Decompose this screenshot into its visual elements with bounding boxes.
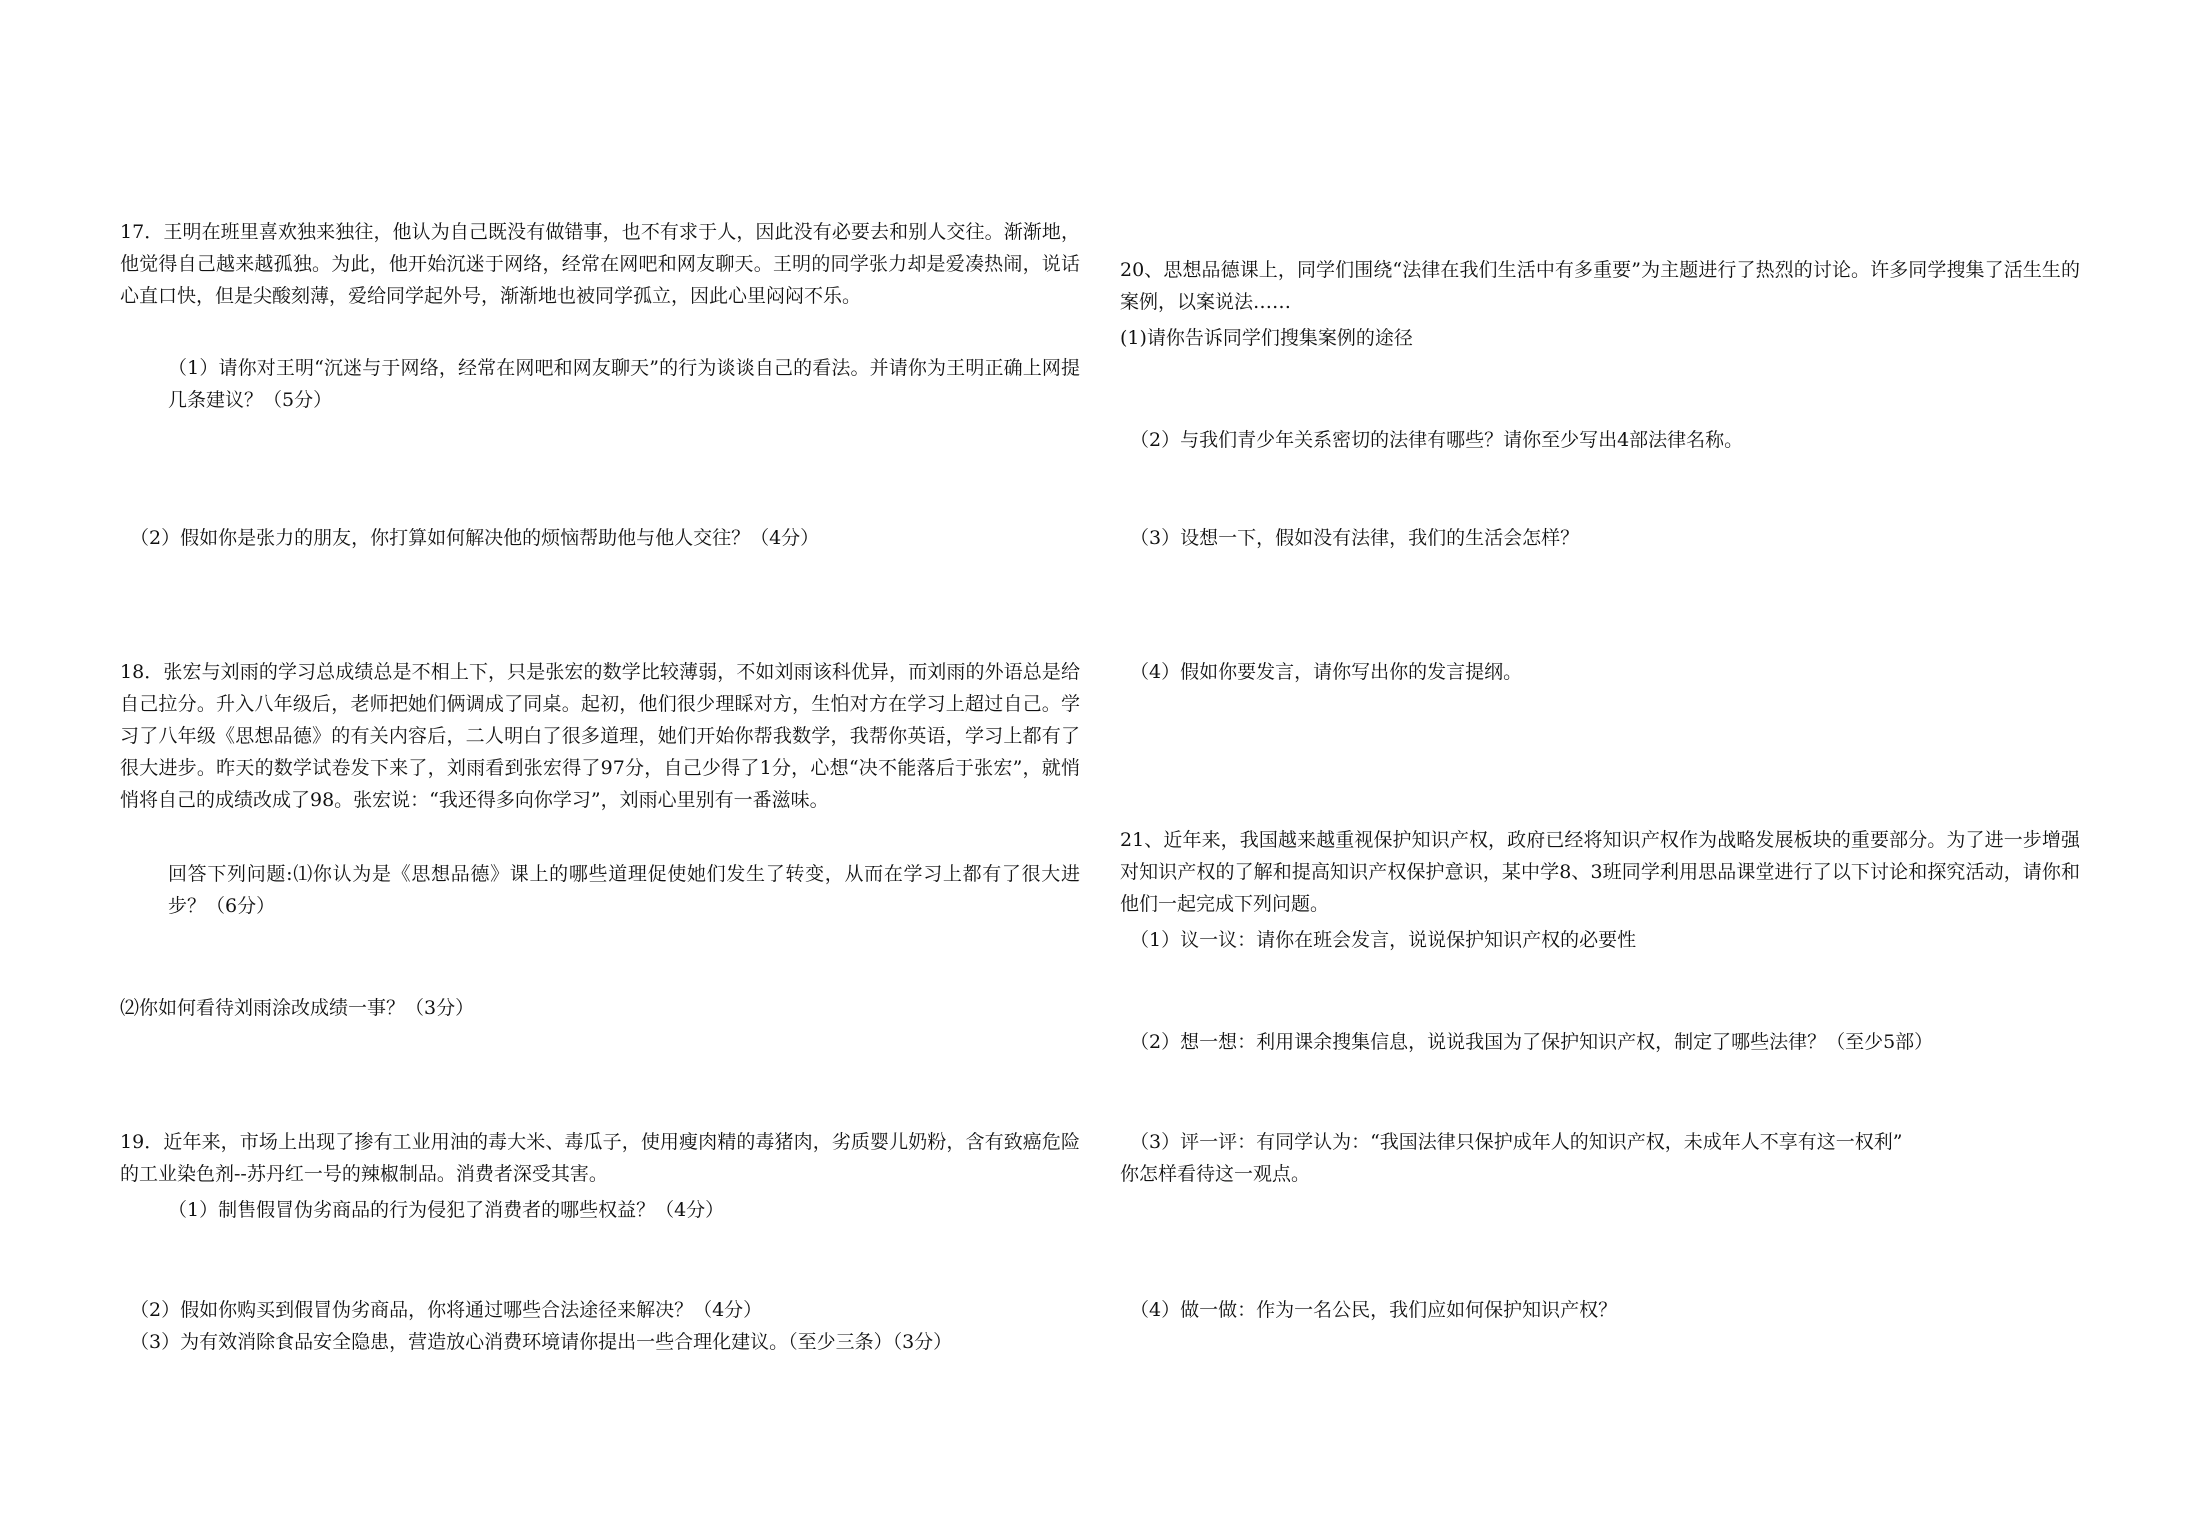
q17-stem: 17．王明在班里喜欢独来独往，他认为自己既没有做错事，也不有求于人，因此没有必要去和别人交往。渐渐地，他觉得自己越来越孤独。为此，他开始沉迷于网络，经常在网吧和网友聊天。王明的同学张力却是爱凑热闹，说话心直口快，但是尖酸刻薄，爱给同学起外号，渐渐地也被同学孤立，因此心里闷闷不乐。 bbox=[120, 221, 1080, 307]
q18-sub2: ⑵你如何看待刘雨涂改成绩一事？（3分） bbox=[120, 997, 475, 1019]
q20-sub4: （4）假如你要发言，请你写出你的发言提纲。 bbox=[1130, 661, 1523, 683]
q20-sub1: (1)请你告诉同学们搜集案例的途径 bbox=[1120, 327, 1413, 349]
q19-sub2: （2）假如你购买到假冒伪劣商品，你将通过哪些合法途径来解决？（4分） bbox=[130, 1299, 763, 1321]
q21-sub4: （4）做一做：作为一名公民，我们应如何保护知识产权？ bbox=[1130, 1299, 1618, 1321]
q21-stem: 21、近年来，我国越来越重视保护知识产权，政府已经将知识产权作为战略发展板块的重要部分。为了进一步增强对知识产权的了解和提高知识产权保护意识，某中学8、3班同学利用思品课堂进行了以下讨论和探究活动，请你和他们一起完成下列问题。 bbox=[1120, 829, 2080, 915]
left-column bbox=[120, 0, 1080, 1536]
q21-sub2: （2）想一想：利用课余搜集信息，说说我国为了保护知识产权，制定了哪些法律？（至少5部） bbox=[1130, 1031, 1934, 1053]
q21-sub3-line1: （3）评一评：有同学认为：“我国法律只保护成年人的知识产权，未成年人不享有这一权利” bbox=[1130, 1131, 1903, 1153]
q20-sub2: （2）与我们青少年关系密切的法律有哪些？请你至少写出4部法律名称。 bbox=[1130, 429, 1744, 451]
q19-sub3: （3）为有效消除食品安全隐患，营造放心消费环境请你提出一些合理化建议。（至少三条）（3分） bbox=[130, 1331, 953, 1353]
q18-sub1: 回答下列问题:⑴你认为是《思想品德》课上的哪些道理促使她们发生了转变，从而在学习上都有了很大进步？（6分） bbox=[168, 863, 1080, 917]
q20-stem: 20、思想品德课上，同学们围绕“法律在我们生活中有多重要”为主题进行了热烈的讨论。许多同学搜集了活生生的案例，以案说法…… bbox=[1120, 259, 2080, 313]
q18-stem: 18．张宏与刘雨的学习总成绩总是不相上下，只是张宏的数学比较薄弱，不如刘雨该科优异，而刘雨的外语总是给自己拉分。升入八年级后，老师把她们俩调成了同桌。起初，他们很少理睬对方，生怕对方在学习上超过自己。学习了八年级《思想品德》的有关内容后，二人明白了很多道理，她们开始你帮我数学，我帮你英语，学习上都有了很大进步。昨天的数学试卷发下来了，刘雨看到张宏得了97分，自己少得了1分，心想“决不能落后于张宏”，就悄悄将自己的成绩改成了98。张宏说：“我还得多向你学习”，刘雨心里别有一番滋味。 bbox=[120, 661, 1080, 811]
q17-sub2: （2）假如你是张力的朋友，你打算如何解决他的烦恼帮助他与他人交往？（4分） bbox=[130, 527, 820, 549]
right-column bbox=[1120, 0, 2080, 1536]
q21-sub3-line2: 你怎样看待这一观点。 bbox=[1120, 1163, 1311, 1185]
q17-sub1: （1）请你对王明“沉迷与于网络，经常在网吧和网友聊天”的行为谈谈自己的看法。并请你为王明正确上网提几条建议？（5分） bbox=[168, 357, 1080, 411]
q19-stem: 19．近年来，市场上出现了掺有工业用油的毒大米、毒瓜子，使用瘦肉精的毒猪肉，劣质婴儿奶粉，含有致癌危险的工业染色剂--苏丹红一号的辣椒制品。消费者深受其害。 bbox=[120, 1131, 1080, 1185]
q20-sub3: （3）设想一下，假如没有法律，我们的生活会怎样？ bbox=[1130, 527, 1580, 549]
q19-sub1: （1）制售假冒伪劣商品的行为侵犯了消费者的哪些权益？（4分） bbox=[168, 1199, 725, 1221]
q21-sub1: （1）议一议：请你在班会发言，说说保护知识产权的必要性 bbox=[1130, 929, 1637, 951]
